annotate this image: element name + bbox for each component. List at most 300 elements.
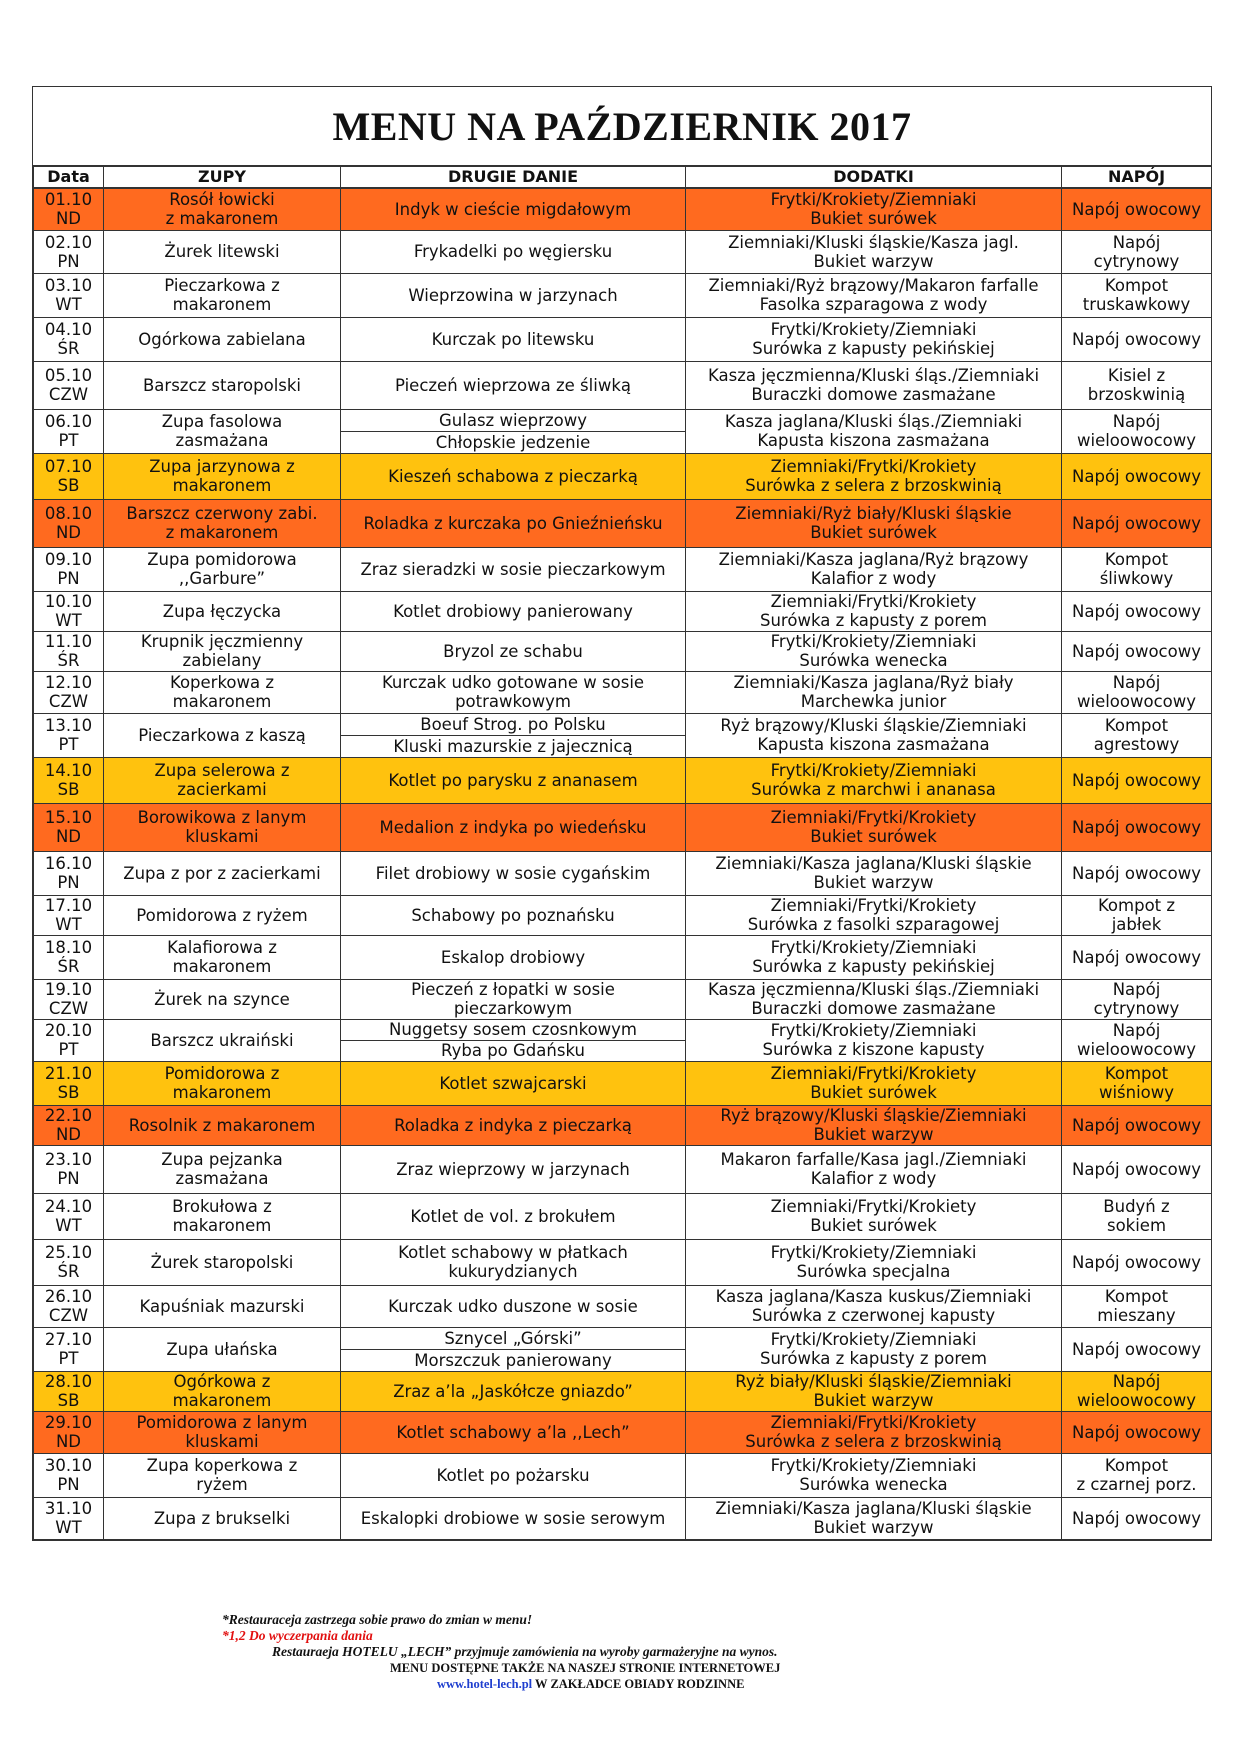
soup-cell <box>104 1061 341 1105</box>
drink-cell <box>1062 803 1212 851</box>
soup-cell <box>104 273 341 317</box>
soup-cell <box>104 757 341 803</box>
soup-cell-line: Rosolnik z makaronem <box>128 1115 316 1135</box>
date-value: 07.10 <box>44 457 93 476</box>
date-cell <box>34 1327 104 1371</box>
main-dish-cell <box>341 499 686 547</box>
main-dish-line: Boeuf Strog. po Polsku <box>420 714 606 734</box>
sides-cell-line: Surówka specjalna <box>796 1262 951 1281</box>
drink-cell-line: Napój owocowy <box>1072 1508 1201 1528</box>
soup-cell-line: Kalafiorowa z <box>167 938 277 957</box>
main-dish-line: Bryzol ze schabu <box>443 641 583 661</box>
menu-row <box>34 1453 1212 1497</box>
soup-cell <box>104 979 341 1019</box>
drink-cell-line: Napój <box>1112 412 1161 431</box>
soup-cell-line: Zupa ułańska <box>166 1339 278 1359</box>
soup-cell-line: Pieczarkowa z kaszą <box>138 725 306 745</box>
main-dish-line: Kotlet szwajcarski <box>439 1073 587 1093</box>
soup-cell-line: zabielany <box>182 651 262 670</box>
sides-cell <box>686 317 1062 361</box>
sides-cell-line: Surówka z kapusty z porem <box>760 611 987 630</box>
date-cell <box>34 803 104 851</box>
main-dish-cell <box>341 1193 686 1239</box>
main-dish-cell <box>341 1105 686 1145</box>
soup-cell-line: makaronem <box>172 692 272 711</box>
main-dish-line: Pieczeń wieprzowa ze śliwką <box>395 375 631 395</box>
date-value: 13.10 <box>44 716 93 735</box>
drink-cell <box>1062 671 1212 713</box>
date-cell <box>34 1453 104 1497</box>
header-date: Data <box>34 167 104 189</box>
main-dish-cell <box>341 591 686 631</box>
date-value: 26.10 <box>44 1287 93 1306</box>
sides-cell-line: Bukiet surówek <box>810 827 937 846</box>
soup-cell <box>104 803 341 851</box>
date-cell <box>34 317 104 361</box>
sides-cell-line: Surówka wenecka <box>799 1475 948 1494</box>
menu-row <box>34 499 1212 547</box>
soup-cell-line: Barszcz ukraiński <box>150 1030 294 1050</box>
date-value: 03.10 <box>44 276 93 295</box>
date-cell <box>34 757 104 803</box>
date-cell <box>34 591 104 631</box>
main-dish-option <box>341 714 685 735</box>
sides-cell-line: Ziemniaki/Ryż brązowy/Makaron farfalle <box>708 276 1039 295</box>
date-cell <box>34 547 104 591</box>
soup-cell-line: Zupa łęczycka <box>162 601 282 621</box>
soup-cell-line: Żurek staropolski <box>150 1252 294 1272</box>
sides-cell <box>686 803 1062 851</box>
date-cell <box>34 1371 104 1411</box>
drink-cell <box>1062 935 1212 979</box>
sides-cell <box>686 895 1062 935</box>
drink-cell <box>1062 361 1212 409</box>
menu-row <box>34 409 1212 453</box>
main-dish-cell <box>341 631 686 671</box>
menu-row <box>34 361 1212 409</box>
menu-row <box>34 1371 1212 1411</box>
soup-cell-line: Brokułowa z <box>172 1197 272 1216</box>
day-value: ND <box>55 209 82 229</box>
footer-note-tab: W ZAKŁADCE OBIADY RODZINNE <box>535 1677 745 1691</box>
drink-cell <box>1062 188 1212 230</box>
drink-cell <box>1062 453 1212 499</box>
date-cell <box>34 1019 104 1061</box>
soup-cell-line: makaronem <box>172 476 272 495</box>
drink-cell-line: Napój <box>1112 1021 1161 1040</box>
day-value: PT <box>58 431 79 450</box>
main-dish-line: Eskalop drobiowy <box>440 947 586 967</box>
sides-cell-line: Bukiet warzyw <box>813 1125 934 1144</box>
menu-row <box>34 1105 1212 1145</box>
sides-cell-line: Buraczki domowe zasmażane <box>751 999 996 1018</box>
main-dish-line: Schabowy po poznańsku <box>411 905 615 925</box>
date-cell <box>34 1239 104 1285</box>
day-value: PN <box>57 1475 80 1494</box>
sides-cell-line: Ziemniaki/Kasza jaglana/Kluski śląskie <box>715 1499 1032 1518</box>
soup-cell-line: zacierkami <box>177 780 267 799</box>
drink-cell <box>1062 1061 1212 1105</box>
soup-cell-line: Kapuśniak mazurski <box>139 1296 305 1316</box>
drink-cell <box>1062 1327 1212 1371</box>
soup-cell <box>104 1497 341 1539</box>
soup-cell <box>104 453 341 499</box>
sides-cell-line: Ziemniaki/Frytki/Krokiety <box>770 1197 977 1216</box>
soup-cell <box>104 671 341 713</box>
drink-cell-line: Napój owocowy <box>1072 466 1201 486</box>
date-cell <box>34 1061 104 1105</box>
website-link[interactable]: www.hotel-lech.pl <box>437 1677 533 1691</box>
drink-cell <box>1062 1193 1212 1239</box>
sides-cell-line: Ziemniaki/Ryż biały/Kluski śląskie <box>735 504 1012 523</box>
sides-cell-line: Bukiet warzyw <box>813 1518 934 1537</box>
soup-cell-line: kluskami <box>185 1432 259 1451</box>
drink-cell-line: Napój owocowy <box>1072 1339 1201 1359</box>
date-value: 27.10 <box>44 1330 93 1349</box>
soup-cell <box>104 361 341 409</box>
drink-cell <box>1062 979 1212 1019</box>
soup-cell-line: makaronem <box>172 1216 272 1235</box>
drink-cell-line: Napój owocowy <box>1072 1252 1201 1272</box>
drink-cell-line: Kompot <box>1104 1064 1169 1083</box>
main-dish-cell <box>341 1327 686 1371</box>
day-value: CZW <box>48 385 89 404</box>
main-dish-line: Eskalopki drobiowe w sosie serowym <box>360 1508 666 1528</box>
sides-cell-line: Ziemniaki/Kasza jaglana/Ryż brązowy <box>718 550 1029 569</box>
date-cell <box>34 1411 104 1453</box>
menu-row <box>34 1019 1212 1061</box>
sides-cell-line: Surówka z fasolki szparagowej <box>747 915 1000 934</box>
day-value: PN <box>57 1169 80 1188</box>
main-dish-cell <box>341 230 686 273</box>
menu-row <box>34 1497 1212 1539</box>
main-dish-cell <box>341 1497 686 1539</box>
soup-cell-line: z makaronem <box>165 523 279 542</box>
sides-cell <box>686 1285 1062 1327</box>
drink-cell <box>1062 317 1212 361</box>
title-box <box>33 87 1211 166</box>
sides-cell <box>686 1239 1062 1285</box>
header-main-dish: DRUGIE DANIE <box>341 167 686 189</box>
soup-cell <box>104 1411 341 1453</box>
main-dish-cell <box>341 671 686 713</box>
main-dish-line: Kurczak po litewsku <box>431 329 595 349</box>
soup-cell <box>104 1285 341 1327</box>
sides-cell <box>686 361 1062 409</box>
sides-cell-line: Ziemniaki/Frytki/Krokiety <box>770 808 977 827</box>
sides-cell <box>686 671 1062 713</box>
soup-cell-line: Barszcz staropolski <box>142 375 302 395</box>
menu-row <box>34 757 1212 803</box>
soup-cell <box>104 1105 341 1145</box>
drink-cell <box>1062 499 1212 547</box>
main-dish-cell <box>341 1285 686 1327</box>
soup-cell-line: Koperkowa z <box>169 673 275 692</box>
main-dish-cell <box>341 1453 686 1497</box>
date-value: 22.10 <box>44 1106 93 1125</box>
menu-row <box>34 317 1212 361</box>
date-value: 04.10 <box>44 320 93 339</box>
soup-cell-line: Rosół łowicki <box>169 190 275 210</box>
sides-cell-line: Ryż brązowy/Kluski śląskie/Ziemniaki <box>720 716 1027 735</box>
main-dish-line: Kotlet schabowy w płatkach <box>398 1243 628 1262</box>
main-dish-option <box>341 431 685 453</box>
menu-row <box>34 547 1212 591</box>
sides-cell-line: Bukiet warzyw <box>813 251 934 271</box>
day-value: PT <box>58 735 79 754</box>
sides-cell-line: Frytki/Krokiety/Ziemniaki <box>770 1021 977 1040</box>
sides-cell-line: Kasza jęczmienna/Kluski śląs./Ziemniaki <box>707 366 1040 385</box>
soup-cell-line: z makaronem <box>165 209 279 229</box>
main-dish-cell <box>341 1019 686 1061</box>
day-value: PT <box>58 1349 79 1368</box>
day-value: CZW <box>48 1306 89 1325</box>
main-dish-line: Kotlet drobiowy panierowany <box>393 601 633 621</box>
date-value: 20.10 <box>44 1021 93 1040</box>
main-dish-cell <box>341 713 686 757</box>
main-dish-line: Pieczeń z łopatki w sosie <box>411 980 615 999</box>
date-value: 15.10 <box>44 808 93 827</box>
sides-cell <box>686 547 1062 591</box>
soup-cell <box>104 1145 341 1193</box>
day-value: PN <box>57 569 80 588</box>
drink-cell <box>1062 1371 1212 1411</box>
date-value: 02.10 <box>44 232 93 252</box>
soup-cell-line: Pieczarkowa z <box>164 276 280 295</box>
main-dish-option <box>341 1349 685 1371</box>
menu-row <box>34 1239 1212 1285</box>
drink-cell <box>1062 757 1212 803</box>
main-dish-line: Kotlet schabowy a’la ,,Lech” <box>396 1422 630 1442</box>
menu-body <box>34 188 1212 1539</box>
menu-row <box>34 713 1212 757</box>
soup-cell <box>104 1019 341 1061</box>
drink-cell-line: Napój owocowy <box>1072 641 1201 661</box>
date-value: 21.10 <box>44 1064 93 1083</box>
main-dish-line: pieczarkowym <box>453 999 573 1018</box>
menu-row <box>34 1327 1212 1371</box>
sides-cell-line: Surówka z selera z brzoskwinią <box>745 1432 1002 1451</box>
main-dish-cell <box>341 273 686 317</box>
sides-cell <box>686 1497 1062 1539</box>
main-dish-option <box>341 1328 685 1349</box>
main-dish-line: kukurydzianych <box>448 1262 578 1281</box>
drink-cell-line: Kompot <box>1104 1456 1169 1475</box>
sides-cell-line: Bukiet surówek <box>810 1083 937 1102</box>
soup-cell-line: Zupa pomidorowa <box>147 550 297 569</box>
drink-cell-line: Napój owocowy <box>1072 329 1201 349</box>
date-value: 25.10 <box>44 1243 93 1262</box>
main-dish-line: Zraz wieprzowy w jarzynach <box>396 1159 630 1179</box>
sides-cell-line: Fasolka szparagowa z wody <box>759 295 988 314</box>
day-value: SB <box>57 780 80 799</box>
soup-cell-line: Borowikowa z lanym <box>137 808 307 827</box>
sides-cell-line: Ziemniaki/Frytki/Krokiety <box>770 457 977 476</box>
drink-cell-line: Napój owocowy <box>1072 770 1201 790</box>
day-value: PN <box>57 873 80 892</box>
main-dish-cell <box>341 453 686 499</box>
drink-cell <box>1062 1105 1212 1145</box>
soup-cell <box>104 1239 341 1285</box>
date-value: 10.10 <box>44 592 93 611</box>
sides-cell-line: Frytki/Krokiety/Ziemniaki <box>770 632 977 651</box>
soup-cell-line: makaronem <box>172 957 272 976</box>
drink-cell-line: Napój owocowy <box>1072 1115 1201 1135</box>
day-value: ŚR <box>57 957 80 976</box>
sides-cell <box>686 851 1062 895</box>
main-dish-line: Chłopskie jedzenie <box>435 432 591 452</box>
sides-cell-line: Ziemniaki/Frytki/Krokiety <box>770 896 977 915</box>
drink-cell <box>1062 851 1212 895</box>
menu-row <box>34 895 1212 935</box>
header-drink: NAPÓJ <box>1062 167 1212 189</box>
date-value: 12.10 <box>44 673 93 692</box>
sides-cell-line: Frytki/Krokiety/Ziemniaki <box>770 938 977 957</box>
drink-cell <box>1062 895 1212 935</box>
day-value: WT <box>55 1518 82 1537</box>
drink-cell-line: Kisiel z <box>1107 366 1166 385</box>
soup-cell <box>104 409 341 453</box>
day-value: ND <box>55 523 82 542</box>
sides-cell <box>686 409 1062 453</box>
main-dish-line: Filet drobiowy w sosie cygańskim <box>375 863 651 883</box>
soup-cell <box>104 851 341 895</box>
main-dish-cell <box>341 1411 686 1453</box>
drink-cell-line: Napój owocowy <box>1072 199 1201 219</box>
sides-cell-line: Ryż brązowy/Kluski śląskie/Ziemniaki <box>720 1106 1027 1125</box>
soup-cell-line: Zupa fasolowa <box>161 412 283 431</box>
drink-cell-line: Napój <box>1112 673 1161 692</box>
main-dish-cell <box>341 803 686 851</box>
header-row <box>34 167 1212 189</box>
date-value: 28.10 <box>44 1372 93 1391</box>
drink-cell <box>1062 273 1212 317</box>
sides-cell-line: Frytki/Krokiety/Ziemniaki <box>770 761 977 780</box>
date-cell <box>34 409 104 453</box>
sides-cell-line: Surówka z kapusty z porem <box>760 1349 987 1368</box>
date-cell <box>34 895 104 935</box>
sides-cell <box>686 1105 1062 1145</box>
date-cell <box>34 1285 104 1327</box>
date-value: 01.10 <box>44 190 93 210</box>
soup-cell-line: ,,Garbure” <box>178 569 266 588</box>
main-dish-line: Kluski mazurskie z jajecznicą <box>393 736 633 756</box>
date-value: 23.10 <box>44 1150 93 1169</box>
main-dish-cell <box>341 1371 686 1411</box>
drink-cell <box>1062 230 1212 273</box>
date-cell <box>34 188 104 230</box>
day-value: ŚR <box>57 339 80 358</box>
sides-cell-line: Marchewka junior <box>800 692 947 711</box>
drink-cell <box>1062 1411 1212 1453</box>
main-dish-option <box>341 1020 685 1040</box>
date-cell <box>34 631 104 671</box>
sides-cell <box>686 935 1062 979</box>
main-dish-line: potrawkowym <box>455 692 571 711</box>
main-dish-line: Roladka z kurczaka po Gnieźnieńsku <box>363 513 663 533</box>
drink-cell <box>1062 591 1212 631</box>
date-value: 08.10 <box>44 504 93 523</box>
drink-cell-line: Kompot z <box>1097 896 1176 915</box>
main-dish-cell <box>341 895 686 935</box>
sides-cell <box>686 1327 1062 1371</box>
sides-cell-line: Kasza jaglana/Kluski śląs./Ziemniaki <box>724 412 1023 431</box>
drink-cell-line: cytrynowy <box>1093 999 1180 1018</box>
main-dish-cell <box>341 851 686 895</box>
main-dish-line: Gulasz wieprzowy <box>439 410 587 430</box>
menu-row <box>34 671 1212 713</box>
day-value: CZW <box>48 692 89 711</box>
sides-cell <box>686 757 1062 803</box>
sides-cell <box>686 188 1062 230</box>
sides-cell <box>686 1411 1062 1453</box>
main-dish-cell <box>341 1239 686 1285</box>
sides-cell <box>686 979 1062 1019</box>
date-cell <box>34 935 104 979</box>
main-dish-cell <box>341 361 686 409</box>
day-value: CZW <box>48 999 89 1018</box>
sides-cell <box>686 1019 1062 1061</box>
menu-row <box>34 1061 1212 1105</box>
drink-cell <box>1062 1239 1212 1285</box>
soup-cell-line: Ogórkowa z <box>173 1372 271 1391</box>
sides-cell-line: Surówka z marchwi i ananasa <box>751 780 996 799</box>
sides-cell-line: Kasza jęczmienna/Kluski śląs./Ziemniaki <box>707 980 1040 999</box>
sides-cell-line: Frytki/Krokiety/Ziemniaki <box>770 1456 977 1475</box>
drink-cell-line: Napój owocowy <box>1072 947 1201 967</box>
soup-cell <box>104 1371 341 1411</box>
sides-cell-line: Kalafior z wody <box>810 569 937 588</box>
soup-cell-line: Pomidorowa z lanym <box>136 1413 308 1432</box>
menu-row <box>34 1411 1212 1453</box>
drink-cell <box>1062 409 1212 453</box>
date-cell <box>34 671 104 713</box>
menu-row <box>34 230 1212 273</box>
footer-note-orders: Restauraeja HOTELU „LECH” przyjmuje zamówienia na wyroby garmażeryjne na wynos. <box>272 1644 778 1659</box>
menu-row <box>34 935 1212 979</box>
soup-cell-line: Zupa jarzynowa z <box>149 457 295 476</box>
drink-cell-line: śliwkowy <box>1099 569 1174 588</box>
soup-cell-line: ryżem <box>196 1475 248 1494</box>
drink-cell-line: wieloowocowy <box>1076 431 1197 450</box>
sides-cell-line: Surówka z kapusty pekińskiej <box>752 339 995 358</box>
menu-row <box>34 851 1212 895</box>
date-value: 14.10 <box>44 761 93 780</box>
day-value: ND <box>55 827 82 846</box>
date-value: 05.10 <box>44 366 93 385</box>
main-dish-cell <box>341 1145 686 1193</box>
soup-cell <box>104 631 341 671</box>
main-dish-line: Kurczak udko duszone w sosie <box>388 1296 638 1316</box>
day-value: PT <box>58 1040 79 1059</box>
footer-note-website: MENU DOSTĘPNE TAKŻE NA NASZEJ STRONIE INTERNETOWEJ <box>390 1661 781 1675</box>
soup-cell-line: kluskami <box>185 827 259 846</box>
drink-cell-line: sokiem <box>1106 1216 1167 1235</box>
sides-cell-line: Kasza jaglana/Kasza kuskus/Ziemniaki <box>715 1287 1032 1306</box>
main-dish-cell <box>341 1061 686 1105</box>
sides-cell-line: Buraczki domowe zasmażane <box>751 385 996 404</box>
sides-cell-line: Ziemniaki/Frytki/Krokiety <box>770 1413 977 1432</box>
date-value: 18.10 <box>44 938 93 957</box>
soup-cell <box>104 499 341 547</box>
drink-cell-line: Napój owocowy <box>1072 817 1201 837</box>
date-cell <box>34 230 104 273</box>
menu-row <box>34 979 1212 1019</box>
soup-cell-line: Zupa z brukselki <box>153 1508 291 1528</box>
date-value: 29.10 <box>44 1413 93 1432</box>
footer-website-line <box>437 1676 744 1692</box>
date-value: 30.10 <box>44 1456 93 1475</box>
